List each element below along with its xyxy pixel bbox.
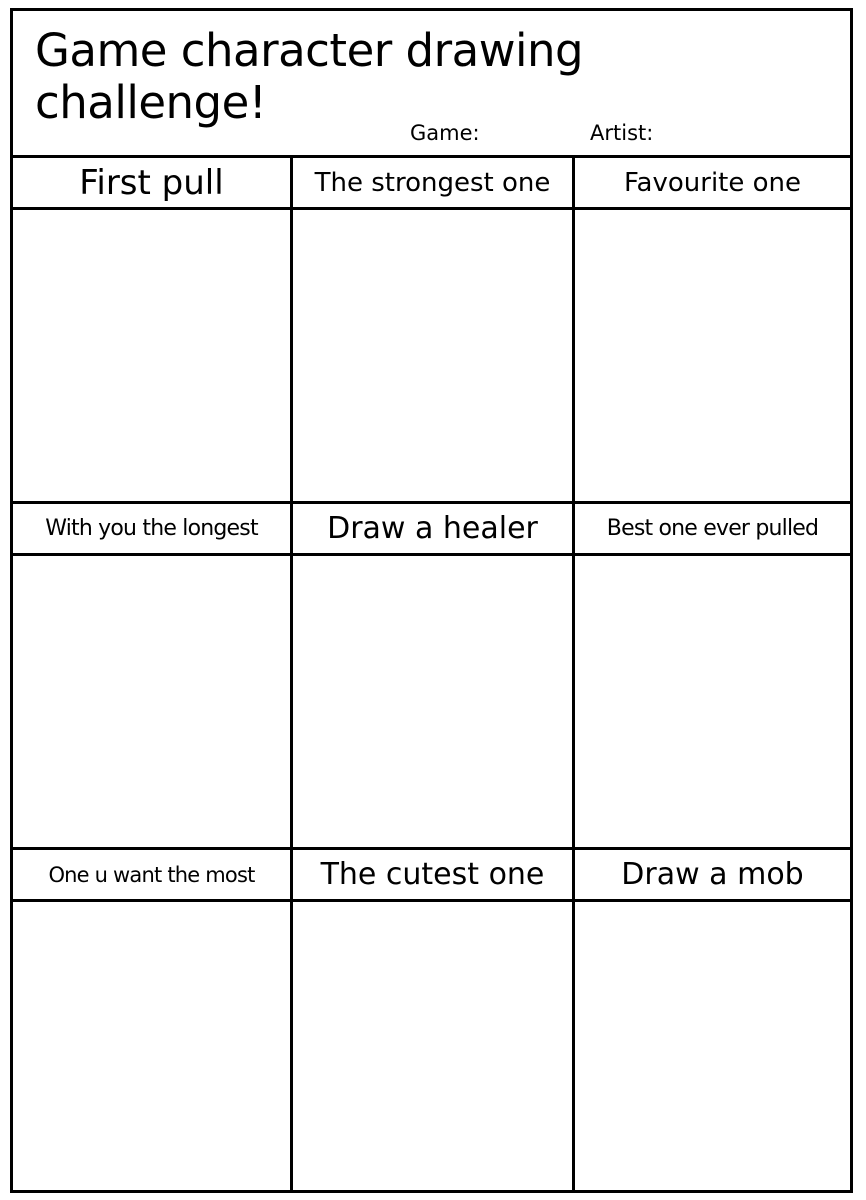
grid-row bbox=[13, 158, 850, 504]
title-line-1: Game character drawing bbox=[35, 24, 584, 77]
prompt-cell bbox=[13, 158, 293, 504]
title-line-2: challenge! bbox=[35, 76, 267, 129]
drawing-area[interactable] bbox=[575, 556, 850, 847]
prompt-label: The strongest one bbox=[293, 158, 572, 210]
prompt-cell bbox=[293, 158, 575, 504]
prompt-label: Best one ever pulled bbox=[575, 504, 850, 556]
prompt-cell bbox=[575, 850, 850, 1190]
game-field-label: Game: bbox=[410, 121, 480, 145]
prompt-label: First pull bbox=[13, 158, 290, 210]
prompt-cell bbox=[293, 504, 575, 850]
prompt-label: With you the longest bbox=[13, 504, 290, 556]
drawing-area[interactable] bbox=[575, 210, 850, 501]
drawing-area[interactable] bbox=[293, 210, 572, 501]
drawing-area[interactable] bbox=[13, 210, 290, 501]
prompt-cell bbox=[575, 158, 850, 504]
prompt-cell bbox=[13, 850, 293, 1190]
drawing-area[interactable] bbox=[293, 556, 572, 847]
grid-row bbox=[13, 504, 850, 850]
prompt-label: Draw a mob bbox=[575, 850, 850, 902]
prompt-grid bbox=[13, 158, 850, 1190]
page-title bbox=[35, 25, 583, 129]
drawing-area[interactable] bbox=[13, 902, 290, 1190]
prompt-label: The cutest one bbox=[293, 850, 572, 902]
prompt-label: One u want the most bbox=[13, 850, 290, 902]
drawing-area[interactable] bbox=[13, 556, 290, 847]
sheet-header bbox=[13, 11, 850, 158]
prompt-cell bbox=[575, 504, 850, 850]
grid-row bbox=[13, 850, 850, 1190]
prompt-cell bbox=[13, 504, 293, 850]
prompt-cell bbox=[293, 850, 575, 1190]
prompt-label: Favourite one bbox=[575, 158, 850, 210]
prompt-label: Draw a healer bbox=[293, 504, 572, 556]
challenge-sheet bbox=[10, 8, 853, 1193]
drawing-area[interactable] bbox=[293, 902, 572, 1190]
drawing-area[interactable] bbox=[575, 902, 850, 1190]
artist-field-label: Artist: bbox=[590, 121, 654, 145]
